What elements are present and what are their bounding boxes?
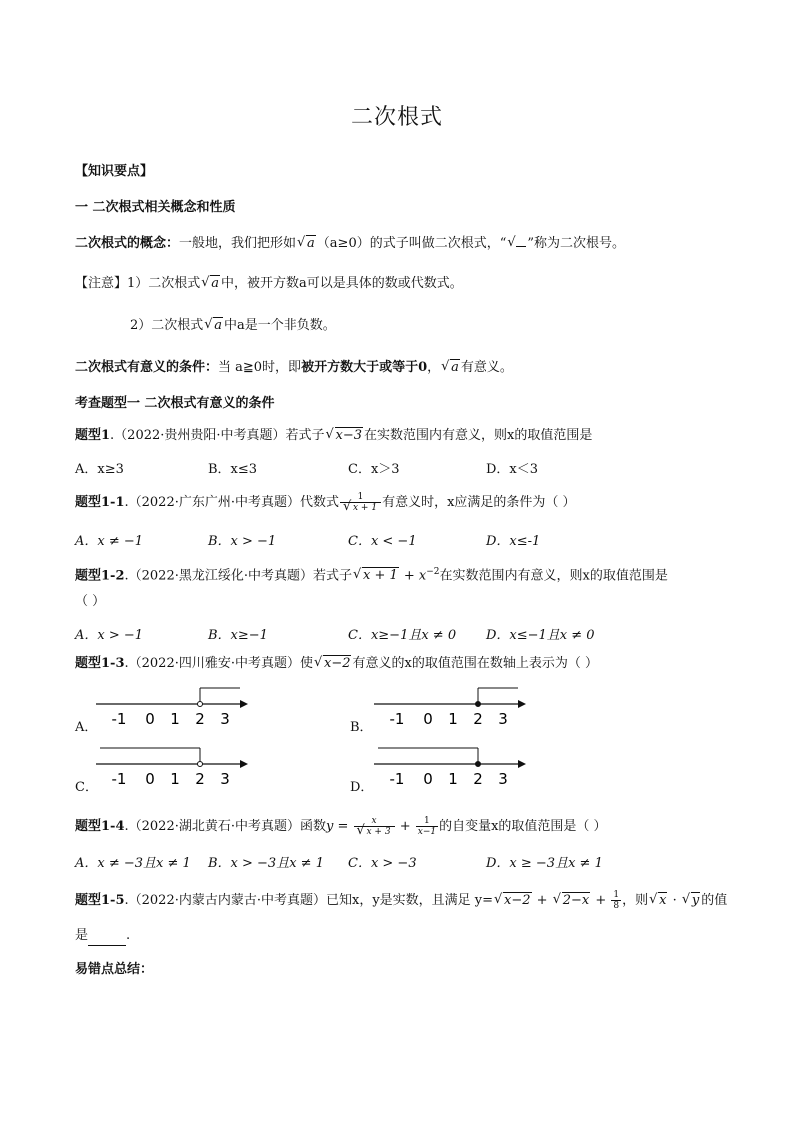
condition-label: 二次根式有意义的条件： <box>75 360 219 375</box>
tick-label: 1 <box>448 770 458 788</box>
condition-text-a: 当 a≧0时，即 <box>218 360 302 375</box>
concept-text-a: 一般地，我们把形如 <box>179 236 297 251</box>
tick-label: 1 <box>170 770 180 788</box>
q1-3-option-c-label[interactable]: C． <box>75 780 98 795</box>
concept-definition <box>75 234 625 254</box>
note1-text: 中，被开方数a可以是具体的数或代数式。 <box>221 276 463 291</box>
q1-2-option-a[interactable]: A．x > −1 <box>75 628 144 643</box>
q1-1-option-a[interactable]: A．x ≠ −1 <box>75 534 144 549</box>
section-knowledge-points: 【知识要点】 <box>75 164 154 179</box>
tick-label: 3 <box>220 710 230 728</box>
note2-label: 2）二次根式 <box>130 318 204 333</box>
tick-label: -1 <box>389 710 405 728</box>
tick-label: -1 <box>111 770 127 788</box>
concept-text-b: （a≥0）的式子叫做二次根式，“ <box>316 236 507 251</box>
q1-option-c[interactable]: C．x＞3 <box>348 462 400 477</box>
tick-label: 2 <box>473 710 483 728</box>
q1-2-option-c[interactable]: C．x≥−1且x ≠ 0 <box>348 628 457 643</box>
fraction: x √ x + 3 <box>354 816 395 837</box>
tick-label: 1 <box>448 710 458 728</box>
fraction: $\frac{1}{8}$ <box>613 890 620 911</box>
q1-1-option-b[interactable]: B．x > −1 <box>208 534 277 549</box>
fraction: 1 √ x + 1 <box>340 492 381 513</box>
question-1-5-answer: 是 . <box>75 926 130 946</box>
q1-3-option-b-label[interactable]: B． <box>350 720 373 735</box>
tick-label: 0 <box>423 710 433 728</box>
question-1-3: 题型1-3.（2022·四川雅安·中考真题）使√ x−2 有意义的x的取值范围在数轴上表示为（ ） <box>75 654 598 674</box>
sqrt-x: √ x <box>649 891 667 911</box>
heading-type1: 考查题型一 二次根式有意义的条件 <box>75 396 275 411</box>
q1-4-option-d[interactable]: D．x ≥ −3且x ≠ 1 <box>486 856 603 871</box>
question-1: 题型1.（2022·贵州贵阳·中考真题）若式子√ x−3 在实数范围内有意义，则x的取值范围是 <box>75 426 592 446</box>
condition-text-b: ， <box>427 360 441 375</box>
condition-bold: 被开方数大于或等于0 <box>301 360 428 375</box>
concept-label: 二次根式的概念： <box>75 236 180 251</box>
tick-label: 2 <box>195 770 205 788</box>
sqrt-2-minus-x: √ 2−x <box>553 891 591 911</box>
q1-3-option-a-label[interactable]: A． <box>75 720 98 735</box>
sqrt-y: √ y <box>682 891 700 911</box>
tick-label: 3 <box>498 770 508 788</box>
sqrt-a: √ a <box>297 234 316 254</box>
sqrt-x-plus-1: √ x + 1 <box>353 566 399 586</box>
tick-label: 2 <box>195 710 205 728</box>
q1-label: 题型1 <box>75 428 111 443</box>
tick-label: 2 <box>473 770 483 788</box>
q1-2-option-b[interactable]: B．x≥−1 <box>208 628 268 643</box>
tick-label: 0 <box>423 770 433 788</box>
tick-label: 3 <box>498 710 508 728</box>
question-1-1: 题型1-1.（2022·广东广州·中考真题）代数式 1 √ x + 1 有意义时，x应满足的条件为（ ） <box>75 492 576 513</box>
q1-option-b[interactable]: B．x≤3 <box>208 462 258 477</box>
q1-3-option-d-label[interactable]: D． <box>350 780 374 795</box>
question-1-5: 题型1-5.（2022·内蒙古内蒙古·中考真题）已知x，y是实数，且满足 y=√ x−2 + √ 2−x + $\frac{1}{8}$ ，则√ x · √ y 的值 <box>75 890 727 911</box>
page-title: 二次根式 <box>350 105 443 130</box>
tick-label: -1 <box>111 710 127 728</box>
error-summary-heading: 易错点总结： <box>75 962 154 977</box>
q1-2-option-d[interactable]: D．x≤−1且x ≠ 0 <box>486 628 595 643</box>
q1-4-option-a[interactable]: A．x ≠ −3且x ≠ 1 <box>75 856 191 871</box>
tick-label: -1 <box>389 770 405 788</box>
question-1-2-bracket: （ ） <box>75 594 106 609</box>
question-1-4: 题型1-4.（2022·湖北黄石·中考真题）函数y = x √ x + 3 + $\frac{1}{x-1}$ 的自变量x的取值范围是（ ） <box>75 816 607 837</box>
q1-4-option-b[interactable]: B．x > −3且x ≠ 1 <box>208 856 324 871</box>
number-line-b[interactable] <box>368 684 528 728</box>
sqrt-symbol <box>507 234 526 254</box>
number-line-a[interactable] <box>90 684 250 728</box>
q1-1-option-d[interactable]: D．x≤-1 <box>486 534 541 549</box>
concept-text-c: ”称为二次根号。 <box>527 236 626 251</box>
sqrt-a: √ a <box>441 358 460 378</box>
q1-option-d[interactable]: D．x＜3 <box>486 462 539 477</box>
sqrt-x-minus-2: √ x−2 <box>494 891 532 911</box>
question-1-2: 题型1-2.（2022·黑龙江绥化·中考真题）若式子√ $x + 1 + x^{-2}$在实数范围内有意义，则x的取值范围是 <box>75 562 668 586</box>
q1-option-a[interactable]: A．x≥3 <box>75 462 124 477</box>
q1-1-option-c[interactable]: C．x < −1 <box>348 534 417 549</box>
condition <box>75 358 513 378</box>
tick-label: 0 <box>145 710 155 728</box>
tick-label: 3 <box>220 770 230 788</box>
tick-label: 0 <box>145 770 155 788</box>
number-line-c[interactable] <box>90 744 250 788</box>
sqrt-a: √ a <box>201 274 220 294</box>
note1-label: 【注意】1）二次根式 <box>75 276 201 291</box>
number-line-d[interactable] <box>368 744 528 788</box>
answer-blank[interactable] <box>88 933 126 946</box>
q1-4-option-c[interactable]: C．x > −3 <box>348 856 417 871</box>
sqrt-x-minus-2: √ x−2 <box>314 654 352 674</box>
note2-text: 中a是一个非负数。 <box>224 318 336 333</box>
heading-concepts: 一 二次根式相关概念和性质 <box>75 200 236 215</box>
note-1 <box>75 274 463 294</box>
tick-label: 1 <box>170 710 180 728</box>
sqrt-x-minus-3: √ x−3 <box>326 426 364 446</box>
note-2 <box>130 316 336 336</box>
fraction: $\frac{1}{x-1}$ <box>417 816 437 837</box>
sqrt-a: √ a <box>204 316 223 336</box>
condition-text-c: 有意义。 <box>460 360 513 375</box>
